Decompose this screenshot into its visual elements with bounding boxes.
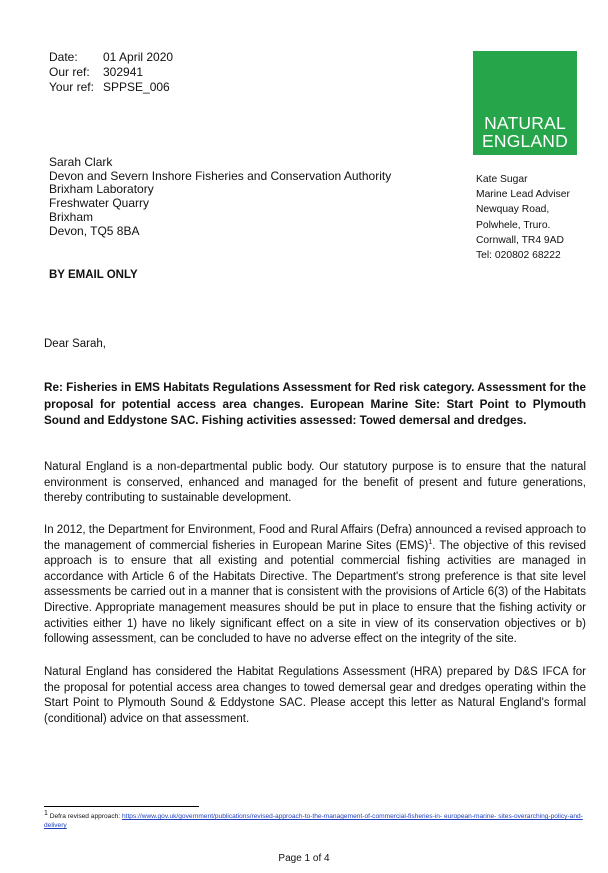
date-row xyxy=(49,50,173,65)
your-ref-row xyxy=(49,80,173,95)
sender-address-line: Polwhele, Truro. xyxy=(476,219,551,231)
footnote-number: 1 xyxy=(44,809,48,817)
our-ref-label: Our ref: xyxy=(49,65,90,79)
logo-text xyxy=(473,114,577,150)
date-value: 01 April 2020 xyxy=(103,50,174,64)
by-email-only: BY EMAIL ONLY xyxy=(49,269,138,281)
our-ref-row xyxy=(49,65,173,80)
sender-name: Kate Sugar xyxy=(476,174,528,185)
footnote-label: Defra revised approach: xyxy=(49,813,122,820)
your-ref-label: Your ref: xyxy=(49,80,94,94)
recipient-organisation: Devon and Severn Inshore Fisheries and Conservation Authority xyxy=(49,168,392,183)
recipient-address-line: Brixham xyxy=(49,209,94,224)
logo-line-2: ENGLAND xyxy=(481,131,568,151)
letter-meta xyxy=(49,50,173,95)
sender-role: Marine Lead Adviser xyxy=(476,189,570,201)
page-number: Page 1 of 4 xyxy=(278,853,330,864)
recipient-address xyxy=(49,156,391,238)
date-label: Date: xyxy=(49,50,78,64)
natural-england-logo xyxy=(473,51,577,155)
your-ref-value: SPPSE_006 xyxy=(103,80,170,94)
paragraph-2-text: In 2012, the Department for Environment, Food and Rural Affairs (Defra) announced a revised approach to the management of commercial fisheries in European Marine Sites (EMS) xyxy=(44,524,586,552)
logo-line-1: NATURAL xyxy=(484,113,566,133)
sender-address xyxy=(476,172,570,263)
sender-phone: Tel: 020802 68222 xyxy=(476,250,561,262)
recipient-name: Sarah Clark xyxy=(49,155,113,169)
paragraph-3: Natural England has considered the Habitat Regulations Assessment (HRA) prepared by D&S IFCA for the proposal for potential access area changes to towed demersal gear and dredges operating within the Start Point to Plymouth Sound & Eddystone SAC. Please accept this letter as Natural England's formal (conditional) advice on that assessment. xyxy=(44,666,586,725)
footnote-link[interactable]: https://www.gov.uk/government/publications/revised-approach-to-the-management-of-commercial-fisheries-in- european-marine- sites-overarching-policy-and-delivery xyxy=(44,813,583,829)
subject-heading: Re: Fisheries in EMS Habitats Regulations Assessment for Red risk category. Assessment for the proposal for potential access area changes. European Marine Site: Start Point to Plymouth Sound and Eddystone SAC. Fishing activities assessed: Towed demersal and dredges. xyxy=(44,381,586,427)
paragraph-1: Natural England is a non-departmental public body. Our statutory purpose is to ensure that the natural environment is conserved, enhanced and managed for the benefit of present and future generations, thereby contributing to sustainable development. xyxy=(44,461,586,505)
our-ref-value: 302941 xyxy=(103,65,144,79)
footnote-reference[interactable]: 1 xyxy=(428,538,433,546)
salutation: Dear Sarah, xyxy=(44,338,107,350)
footnote xyxy=(44,809,584,830)
paragraph-2-text-continued: . The objective of this revised approach is to ensure that all existing and potential commercial fishing activities are managed in accordance with Article 6 of the Habitats Directive. The Department's strong preference is that site level assessments be carried out in a manner that is consistent with the provisions of Article 6(3) of the Habitats Directive. Appropriate management measures should be put in place to ensure that the fishing activity or activities either 1) have no likely significant effect on a site in view of its conservation objectives or b) following assessment, can be concluded to have no adverse effect on the integrity of the site. xyxy=(44,539,587,646)
recipient-address-line: Brixham Laboratory xyxy=(49,182,154,197)
footnote-divider xyxy=(44,806,199,807)
recipient-address-line: Devon, TQ5 8BA xyxy=(49,223,140,238)
recipient-address-line: Freshwater Quarry xyxy=(49,196,150,211)
sender-address-line: Newquay Road, xyxy=(476,204,550,216)
paragraph-2 xyxy=(44,523,586,648)
sender-address-line: Cornwall, TR4 9AD xyxy=(476,234,564,246)
